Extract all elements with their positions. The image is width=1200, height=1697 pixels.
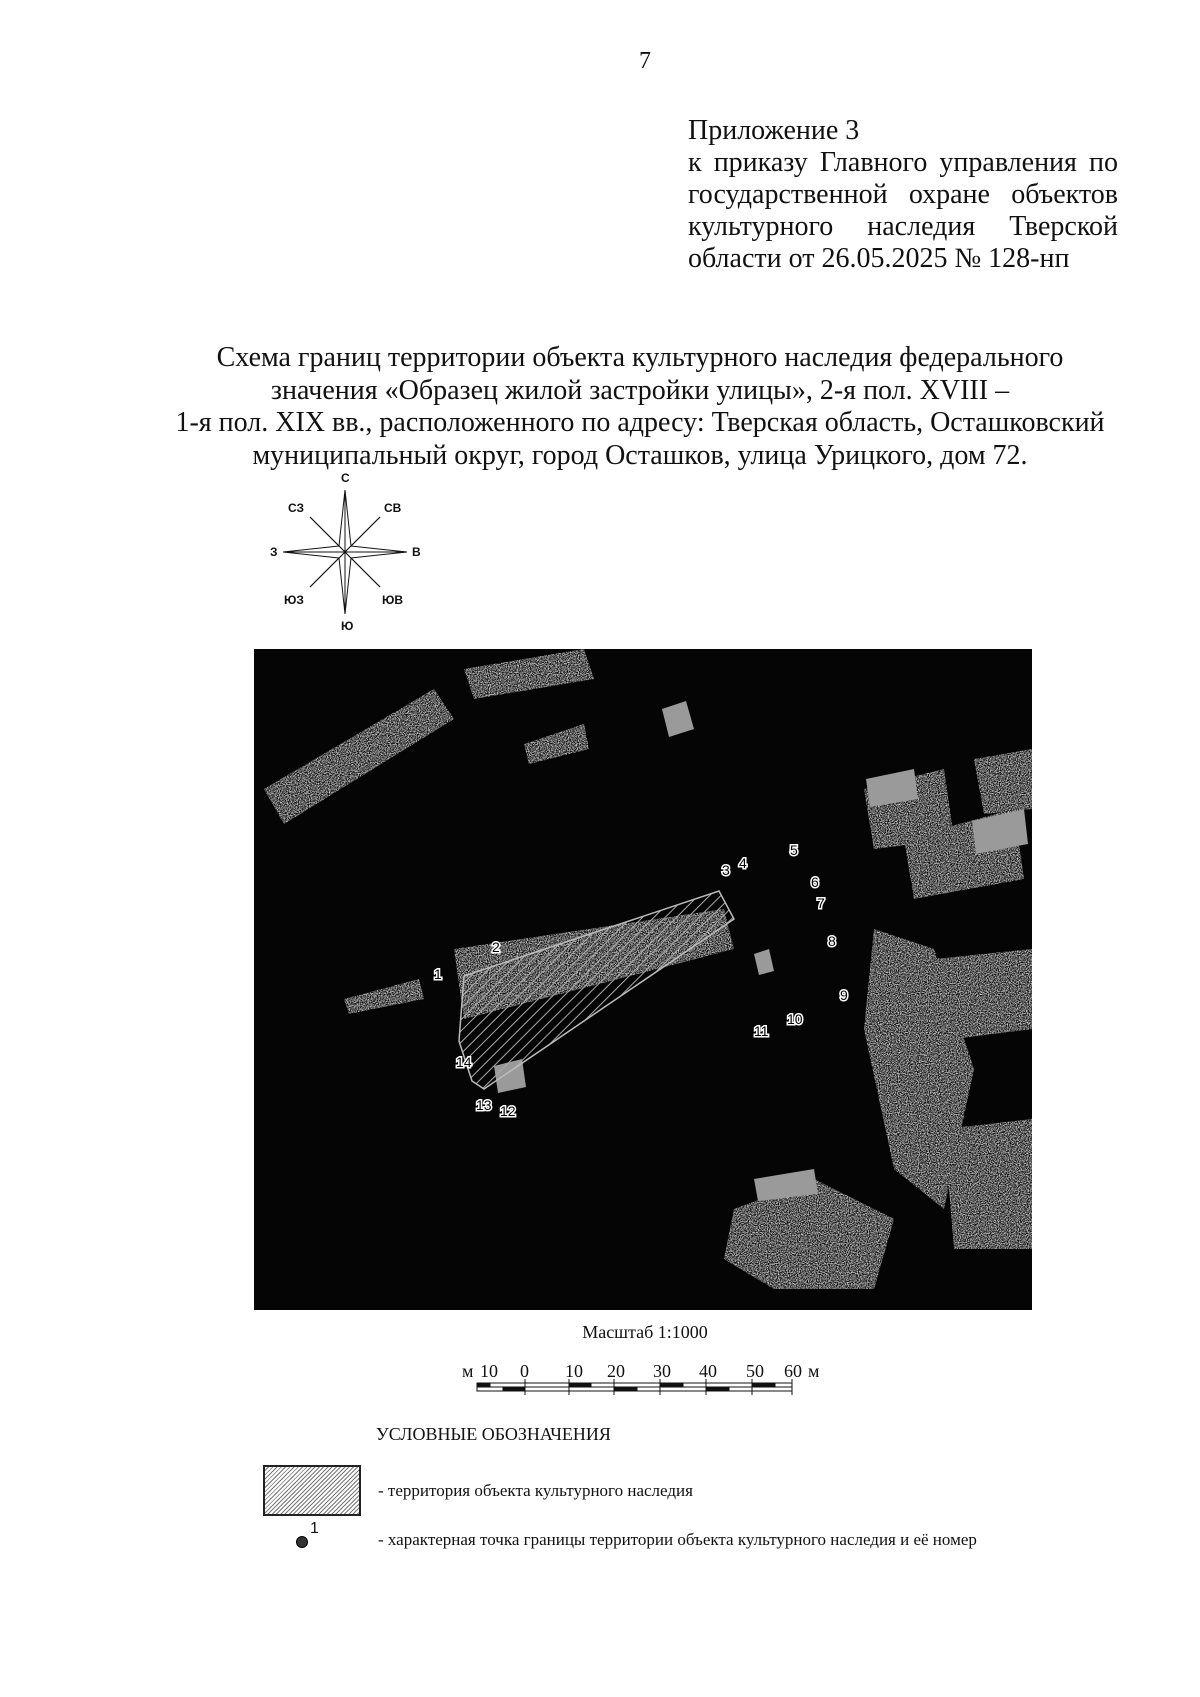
title-line: 1-я пол. XIX вв., расположенного по адресу: Тверская область, Осташковский xyxy=(175,407,1105,438)
boundary-point-label: 8 xyxy=(828,933,836,949)
boundary-point-label: 5 xyxy=(790,842,798,858)
scale-tick-label: 0 xyxy=(520,1361,529,1381)
boundary-point-label: 7 xyxy=(817,895,825,911)
boundary-point-label: 3 xyxy=(722,862,730,878)
title-line: муниципальный округ, город Осташков, улица Урицкого, дом 72. xyxy=(252,439,1028,471)
scale-tick-label: 50 xyxy=(746,1361,764,1381)
appendix-line: области от 26.05.2025 № 128-нп xyxy=(688,243,1070,274)
title-line: Схема границ территории объекта культурного наследия федерального xyxy=(216,342,1064,373)
page-number: 7 xyxy=(639,48,651,74)
scale-tick-label: 60 xyxy=(784,1361,802,1381)
compass-label-n: С xyxy=(341,471,350,485)
boundary-point-label: 4 xyxy=(739,855,747,871)
scale-tick-label: 20 xyxy=(607,1361,625,1381)
compass-label-e: В xyxy=(412,545,421,559)
compass-label-nw: СЗ xyxy=(288,501,305,515)
compass-label-w: З xyxy=(270,545,278,559)
scale-tick-label: 30 xyxy=(653,1361,671,1381)
title-line: значения «Образец жилой застройки улицы», 2-я пол. XVIII – xyxy=(270,374,1010,406)
legend-point-marker xyxy=(296,1536,308,1548)
scale-tick-label: 40 xyxy=(699,1361,717,1381)
boundary-point-label: 2 xyxy=(492,939,500,955)
boundary-point-label: 14 xyxy=(456,1054,472,1070)
compass-label-s: Ю xyxy=(341,619,354,633)
compass-label-sw: ЮЗ xyxy=(284,593,304,607)
legend-heading: УСЛОВНЫЕ ОБОЗНАЧЕНИЯ xyxy=(376,1424,611,1444)
compass-label-ne: СВ xyxy=(384,501,402,515)
scale-unit-left: м xyxy=(462,1361,474,1381)
legend-point-text: - характерная точка границы территории объекта культурного наследия и её номер xyxy=(378,1530,977,1549)
compass-rose xyxy=(262,470,428,634)
document-title xyxy=(160,342,1120,472)
boundary-point-label: 12 xyxy=(500,1103,516,1119)
appendix-block xyxy=(688,115,1118,275)
boundary-point-label: 10 xyxy=(787,1011,803,1027)
appendix-line: к приказу Главного управления по xyxy=(688,147,1118,178)
scale-label: Масштаб 1:1000 xyxy=(582,1322,708,1342)
map-image xyxy=(254,649,1032,1310)
appendix-line: культурного наследия Тверской xyxy=(688,211,1118,242)
legend-territory-text: - территория объекта культурного наследия xyxy=(378,1481,693,1500)
boundary-point-label: 13 xyxy=(476,1097,492,1113)
boundary-point-label: 9 xyxy=(840,987,848,1003)
scale-tick-label: 10 xyxy=(565,1361,583,1381)
scale-unit-right: м xyxy=(808,1361,820,1381)
boundary-point-label: 1 xyxy=(434,966,442,982)
legend-point-number: 1 xyxy=(310,1520,319,1537)
boundary-point-label: 6 xyxy=(811,874,819,890)
boundary-point-label: 11 xyxy=(754,1023,769,1039)
scale-tick-label: 10 xyxy=(480,1361,498,1381)
appendix-line: государственной охране объектов xyxy=(688,179,1118,210)
compass-label-se: ЮВ xyxy=(382,593,404,607)
appendix-line: Приложение 3 xyxy=(688,115,860,146)
scale-bar xyxy=(450,1359,830,1409)
legend-territory-swatch xyxy=(263,1465,361,1516)
